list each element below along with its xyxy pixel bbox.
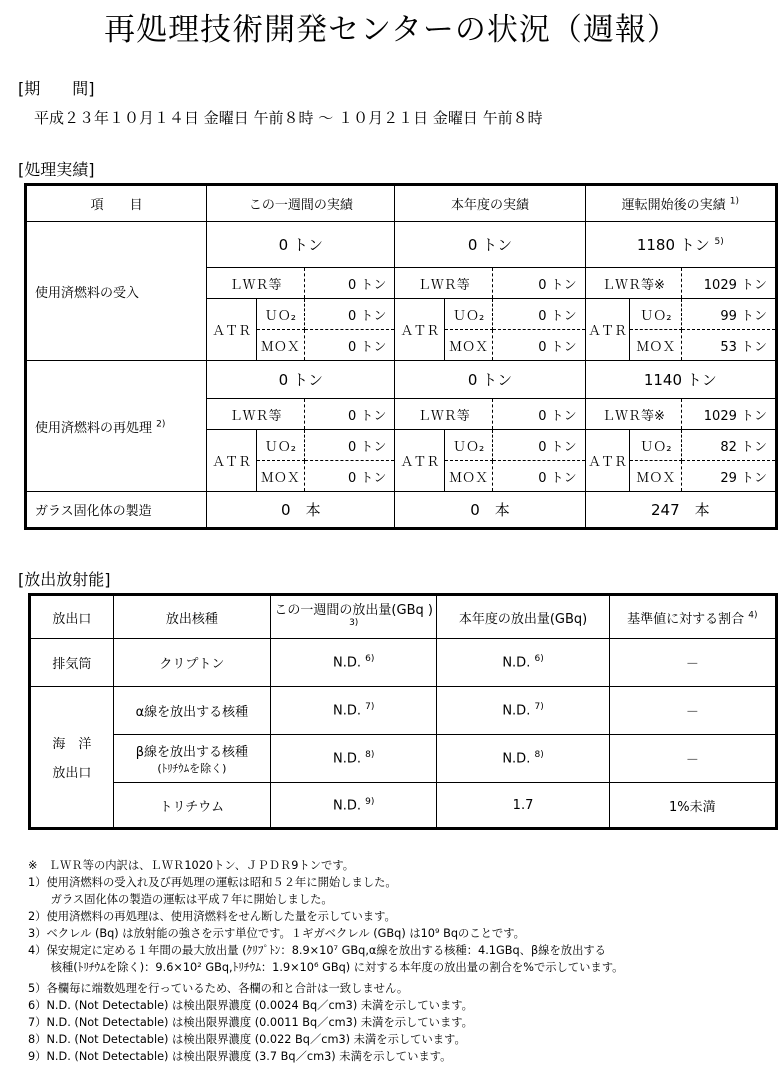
beta-label: β線を放出する核種 (ﾄﾘﾁｳﾑを除く)	[113, 735, 270, 783]
uo2-label: ＵＯ₂	[630, 299, 682, 330]
mox-label: ＭＯＸ	[445, 461, 493, 492]
header-ratio: 基準値に対する割合 $^{4)}$	[609, 595, 776, 639]
alpha-year: N.D. $^{7)}$	[437, 687, 609, 735]
emission-table	[28, 593, 778, 830]
note-line: 3）ベクレル (Bq) は放射能の強さを示す単位です。１ギガベクレル (GBq) は10⁹ Bqのことです。	[28, 927, 525, 940]
note-line: 2）使用済燃料の再処理は、使用済燃料をせん断した量を示しています。	[28, 910, 396, 923]
note-line: 9）N.D. (Not Detectable) は検出限界濃度 (3.7 Bq／cm3) 未満を示しています。	[28, 1050, 452, 1063]
alpha-label: α線を放出する核種	[113, 687, 270, 735]
receipt-label: 使用済燃料の受入	[26, 222, 207, 361]
receipt-total: 1180 トン $^{5)}$	[585, 222, 776, 268]
glass-year: 0 本	[395, 492, 585, 529]
atr-label: ＡＴＲ	[207, 430, 257, 492]
receipt-uo2-year: 0 トン	[493, 299, 586, 330]
header-year-release: 本年度の放出量(GBq)	[437, 595, 609, 639]
results-table	[24, 183, 778, 530]
lwr-label: ＬＷＲ等※	[585, 399, 682, 430]
emission-heading: [放出放射能]	[18, 570, 111, 589]
uo2-label: ＵＯ₂	[445, 430, 493, 461]
reprocess-week: 0 トン	[207, 361, 395, 399]
beta-year: N.D. $^{8)}$	[437, 735, 609, 783]
mox-label: ＭＯＸ	[630, 330, 682, 361]
tritium-ratio: 1%未満	[609, 783, 776, 829]
period-heading: [期 間]	[18, 79, 95, 98]
results-heading: [処理実績]	[18, 160, 95, 179]
uo2-label: ＵＯ₂	[257, 299, 305, 330]
receipt-lwr-year: 0 トン	[493, 268, 586, 299]
reprocess-label: 使用済燃料の再処理 $^{2)}$	[26, 361, 207, 492]
lwr-label: ＬＷＲ等	[395, 268, 493, 299]
atr-label: ＡＴＲ	[585, 299, 630, 361]
krypton-label: クリプトン	[113, 639, 270, 687]
note-line: ガラス固化体の製造の運転は平成７年に開始しました。	[28, 893, 333, 906]
reprocess-lwr-total: 1029 トン	[682, 399, 777, 430]
reprocess-lwr-year: 0 トン	[493, 399, 586, 430]
page-title: 再処理技術開発センターの状況（週報）	[104, 12, 679, 48]
receipt-lwr-total: 1029 トン	[682, 268, 777, 299]
alpha-week: N.D. $^{7)}$	[271, 687, 437, 735]
reprocess-total: 1140 トン	[585, 361, 776, 399]
header-week: この一週間の実績	[207, 185, 395, 222]
krypton-year: N.D. $^{6)}$	[437, 639, 609, 687]
beta-ratio: －	[609, 735, 776, 783]
receipt-mox-total: 53 トン	[682, 330, 777, 361]
sea-outlet-label: 海 洋 放出口	[30, 687, 114, 829]
reprocess-mox-year: 0 トン	[493, 461, 586, 492]
header-total: 運転開始後の実績 $^{1)}$	[585, 185, 776, 222]
note-line: 6）N.D. (Not Detectable) は検出限界濃度 (0.0024 Bq／cm3) 未満を示しています。	[28, 999, 473, 1012]
reprocess-uo2-total: 82 トン	[682, 430, 777, 461]
beta-week: N.D. $^{8)}$	[271, 735, 437, 783]
note-line: 5）各欄毎に端数処理を行っているため、各欄の和と合計は一致しません。	[28, 982, 409, 995]
atr-label: ＡＴＲ	[395, 430, 445, 492]
reprocess-mox-week: 0 トン	[304, 461, 395, 492]
tritium-year: 1.7	[437, 783, 609, 829]
uo2-label: ＵＯ₂	[630, 430, 682, 461]
note-line: 7）N.D. (Not Detectable) は検出限界濃度 (0.0011 Bq／cm3) 未満を示しています。	[28, 1016, 473, 1029]
header-week-release: この一週間の放出量(GBq ) $^{3)}$	[271, 595, 437, 639]
lwr-label: ＬＷＲ等	[207, 399, 305, 430]
reprocess-year: 0 トン	[395, 361, 585, 399]
glass-label: ガラス固化体の製造	[26, 492, 207, 529]
reprocess-uo2-week: 0 トン	[304, 430, 395, 461]
period-text: 平成２３年１０月１４日 金曜日 午前８時 ～ １０月２１日 金曜日 午前８時	[34, 109, 543, 127]
footnotes	[28, 857, 623, 1065]
atr-label: ＡＴＲ	[395, 299, 445, 361]
header-nuclide: 放出核種	[113, 595, 270, 639]
header-item: 項 目	[26, 185, 207, 222]
mox-label: ＭＯＸ	[257, 461, 305, 492]
tritium-label: トリチウム	[113, 783, 270, 829]
lwr-label: ＬＷＲ等※	[585, 268, 682, 299]
lwr-label: ＬＷＲ等	[207, 268, 305, 299]
mox-label: ＭＯＸ	[257, 330, 305, 361]
note-line: ※ ＬＷＲ等の内訳は、ＬＷＲ1020トン、ＪＰＤＲ9トンです。	[28, 859, 355, 872]
mox-label: ＭＯＸ	[630, 461, 682, 492]
krypton-week: N.D. $^{6)}$	[271, 639, 437, 687]
krypton-ratio: －	[609, 639, 776, 687]
glass-total: 247 本	[585, 492, 776, 529]
uo2-label: ＵＯ₂	[257, 430, 305, 461]
tritium-week: N.D. $^{9)}$	[271, 783, 437, 829]
note-line: 核種(ﾄﾘﾁｳﾑを除く)：9.6×10² GBq,ﾄﾘﾁｳﾑ：1.9×10⁶ GBq) に対する本年度の放出量の割合を%で示しています。	[28, 961, 624, 974]
receipt-mox-year: 0 トン	[493, 330, 586, 361]
reprocess-mox-total: 29 トン	[682, 461, 777, 492]
lwr-label: ＬＷＲ等	[395, 399, 493, 430]
receipt-uo2-total: 99 トン	[682, 299, 777, 330]
uo2-label: ＵＯ₂	[445, 299, 493, 330]
note-line: 4）保安規定に定める１年間の最大放出量 (ｸﾘﾌﾟﾄﾝ：8.9×10⁷ GBq,α線を放出する核種：4.1GBq、β線を放出する	[28, 944, 606, 957]
receipt-uo2-week: 0 トン	[304, 299, 395, 330]
reprocess-uo2-year: 0 トン	[493, 430, 586, 461]
header-year: 本年度の実績	[395, 185, 585, 222]
stack-label: 排気筒	[30, 639, 114, 687]
header-outlet: 放出口	[30, 595, 114, 639]
receipt-lwr-week: 0 トン	[304, 268, 395, 299]
receipt-mox-week: 0 トン	[304, 330, 395, 361]
glass-week: 0 本	[207, 492, 395, 529]
receipt-week: 0 トン	[207, 222, 395, 268]
mox-label: ＭＯＸ	[445, 330, 493, 361]
note-line: 1）使用済燃料の受入れ及び再処理の運転は昭和５２年に開始しました。	[28, 876, 397, 889]
reprocess-lwr-week: 0 トン	[304, 399, 395, 430]
alpha-ratio: －	[609, 687, 776, 735]
note-line: 8）N.D. (Not Detectable) は検出限界濃度 (0.022 Bq／cm3) 未満を示しています。	[28, 1033, 466, 1046]
atr-label: ＡＴＲ	[207, 299, 257, 361]
atr-label: ＡＴＲ	[585, 430, 630, 492]
receipt-year: 0 トン	[395, 222, 585, 268]
